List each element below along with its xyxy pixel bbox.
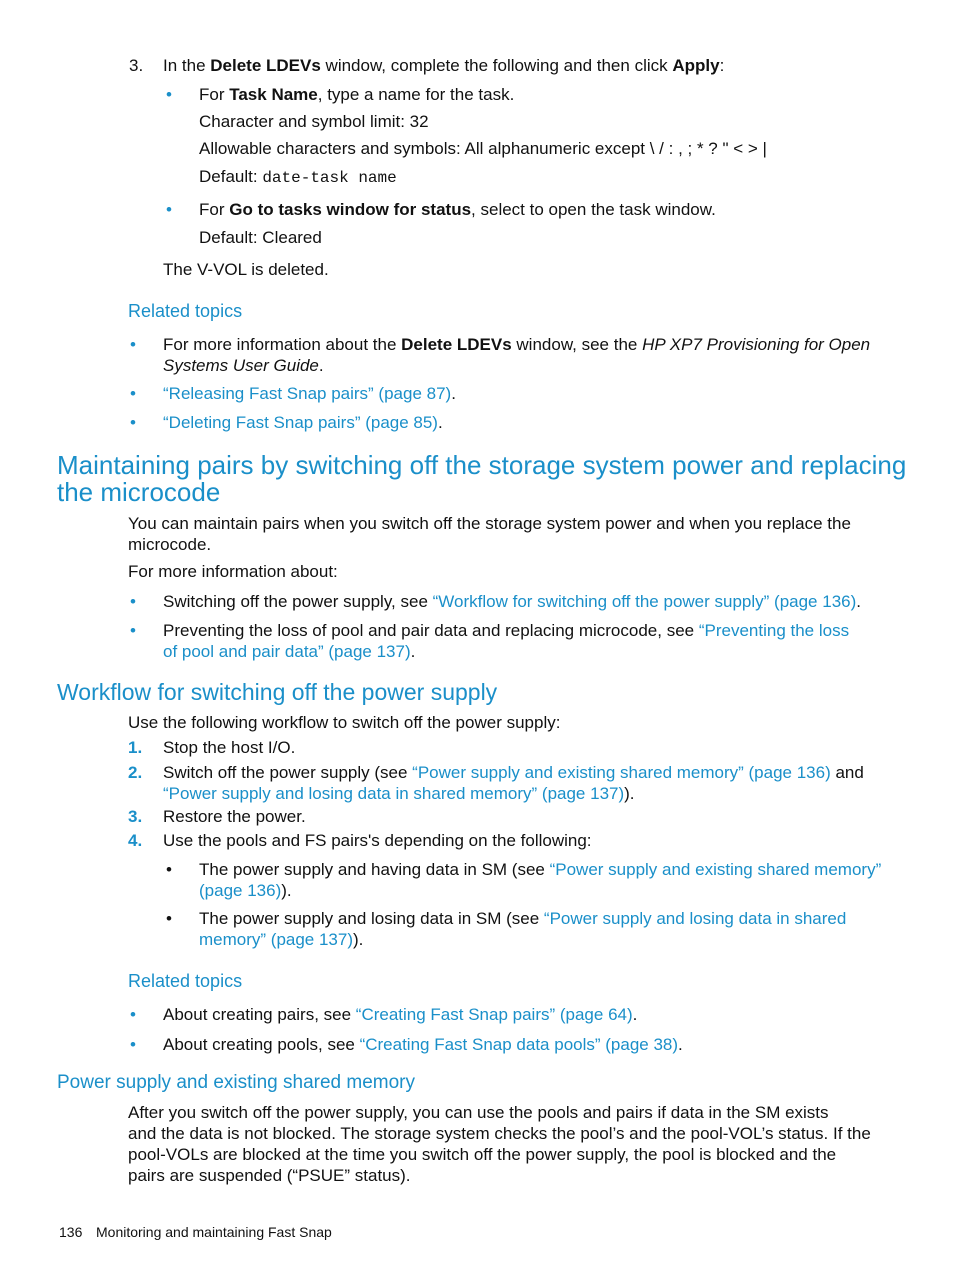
link-deleting-pairs[interactable]: “Deleting Fast Snap pairs” (page 85) [163,413,438,432]
workflow-intro: Use the following workflow to switch off the power supply: [128,713,561,732]
link-preventing-loss-cont[interactable]: of pool and pair data” (page 137) [163,642,411,661]
step-number: 4. [128,831,143,850]
go-to-tasks-item [199,199,919,220]
workflow-sub-1 [199,859,934,880]
step-3-pre: In the [163,56,211,75]
link-creating-pairs[interactable]: “Creating Fast Snap pairs” (page 64) [355,1005,633,1024]
link-releasing-pairs[interactable]: “Releasing Fast Snap pairs” (page 87) [163,384,452,403]
related-item-pre: For more information about the [163,335,402,354]
workflow-step-3: Restore the power. [163,807,306,826]
workflow-sub-1-cont [199,880,934,901]
go-to-tasks-label: Go to tasks window for status [229,200,472,219]
sub-text: ). [281,881,292,900]
default-label: Default: [199,167,263,186]
link-power-existing-memory[interactable]: “Power supply and existing shared memory” (page 136) [412,763,831,782]
guide-title-part1: HP XP7 Provisioning for Open [642,335,871,354]
task-name-pre: For [199,85,230,104]
workflow-step-4: Use the pools and FS pairs's depending on the following: [163,831,592,850]
go-to-tasks-default: Default: Cleared [199,228,322,247]
bullet-icon: • [130,621,136,640]
link-power-losing-data-cont[interactable]: memory” (page 137) [199,930,354,949]
bullet-icon: • [130,592,136,611]
bullet-icon: • [166,85,172,104]
related-item-creating-pairs: About creating pairs, see “Creating Fast Snap pairs” (page 64). [163,1005,638,1024]
sub-text: ). [353,930,364,949]
step-3-mid: window, complete the following and then click [320,56,673,75]
link-preventing-loss[interactable]: “Preventing the loss [698,621,850,640]
related-text: About creating pairs, see [163,1005,356,1024]
link-power-existing-memory[interactable]: “Power supply and existing shared memory” [549,860,882,879]
power-supply-para-3: pool-VOLs are blocked at the time you switch off the power supply, the pool is blocked and the [128,1145,837,1164]
char-limit: Character and symbol limit: 32 [199,112,429,131]
workflow-step-2-cont [163,783,933,804]
guide-title-part2: Systems User Guide [163,356,319,375]
maintaining-bullet-1: Switching off the power supply, see “Workflow for switching off the power supply” (page 136). [163,592,861,611]
power-supply-para-2: and the data is not blocked. The storage system checks the pool’s and the pool-VOL’s status. If the [128,1124,871,1143]
bullet-text: Preventing the loss of pool and pair data and replacing microcode, see [163,621,699,640]
go-to-tasks-pre: For [199,200,230,219]
related-item-releasing: “Releasing Fast Snap pairs” (page 87). [163,384,456,403]
bullet-icon: • [130,384,136,403]
maintaining-bullet-2 [163,620,933,641]
step-number: 2. [128,763,143,782]
link-workflow-power[interactable]: “Workflow for switching off the power supply” (page 136) [432,592,857,611]
delete-ldevs-label: Delete LDEVs [401,335,512,354]
workflow-step-2 [163,762,933,783]
bullet-icon: • [130,1005,136,1024]
related-topics-heading: Related topics [128,971,243,991]
step-text: ). [624,784,635,803]
sub-text: The power supply and losing data in SM (see [199,909,544,928]
section-heading-maintaining-cont: the microcode [57,477,221,507]
delete-ldevs-label: Delete LDEVs [210,56,321,75]
bullet-icon: • [130,335,136,354]
related-item-deleting: “Deleting Fast Snap pairs” (page 85). [163,413,443,432]
bullet-icon: • [130,413,136,432]
link-power-losing-data[interactable]: “Power supply and losing data in shared [543,909,847,928]
related-topics-heading: Related topics [128,301,243,321]
link-power-losing-data[interactable]: “Power supply and losing data in shared memory” (page 137) [163,784,625,803]
related-text: About creating pools, see [163,1035,360,1054]
task-name-default [199,166,919,189]
bullet-icon: • [166,200,172,219]
section-heading-power-supply: Power supply and existing shared memory [57,1072,416,1093]
allowable-chars: Allowable characters and symbols: All alphanumeric except \ / : , ; * ? " < > | [199,139,767,158]
link-power-existing-memory-cont[interactable]: (page 136) [199,881,282,900]
section-heading-workflow: Workflow for switching off the power supply [57,679,498,705]
more-info-text: For more information about: [128,562,338,581]
power-supply-para-1: After you switch off the power supply, you can use the pools and pairs if data in the SM exists [128,1103,829,1122]
bullet-icon: • [130,1035,136,1054]
related-item-delete-ldevs-cont [163,355,923,376]
link-creating-pools[interactable]: “Creating Fast Snap data pools” (page 38) [359,1035,679,1054]
bullet-icon: • [166,909,172,928]
step-number: 3. [129,56,144,75]
step-text: and [830,763,864,782]
task-name-post: , type a name for the task. [317,85,515,104]
step-3-post: : [719,56,725,75]
maintaining-para: You can maintain pairs when you switch off the storage system power and when you replace the [128,514,851,533]
step-3-text [163,55,923,76]
step-number: 3. [128,807,143,826]
task-name-item [199,84,919,105]
workflow-step-1: Stop the host I/O. [163,738,296,757]
sub-text: The power supply and having data in SM (see [199,860,550,879]
default-value: date-task name [262,169,397,187]
vvol-deleted-text: The V-VOL is deleted. [163,260,329,279]
maintaining-bullet-2-cont: of pool and pair data” (page 137). [163,642,416,661]
task-name-label: Task Name [229,85,318,104]
related-item-creating-pools: About creating pools, see “Creating Fast Snap data pools” (page 38). [163,1035,683,1054]
page-number: 136 [59,1224,83,1240]
go-to-tasks-post: , select to open the task window. [471,200,716,219]
maintaining-para-cont: microcode. [128,535,212,554]
related-item-post: . [318,356,324,375]
related-item-mid: window, see the [511,335,643,354]
bullet-icon: • [166,860,172,879]
workflow-sub-2 [199,908,934,929]
workflow-sub-2-cont [199,929,934,950]
step-text: Switch off the power supply (see [163,763,413,782]
apply-label: Apply [672,56,720,75]
step-number: 1. [128,738,143,757]
related-item-delete-ldevs [163,334,923,355]
power-supply-para-4: pairs are suspended (“PSUE” status). [128,1166,411,1185]
section-heading-maintaining: Maintaining pairs by switching off the storage system power and replacing [57,450,907,480]
footer-title: Monitoring and maintaining Fast Snap [96,1224,332,1240]
bullet-text: Switching off the power supply, see [163,592,433,611]
